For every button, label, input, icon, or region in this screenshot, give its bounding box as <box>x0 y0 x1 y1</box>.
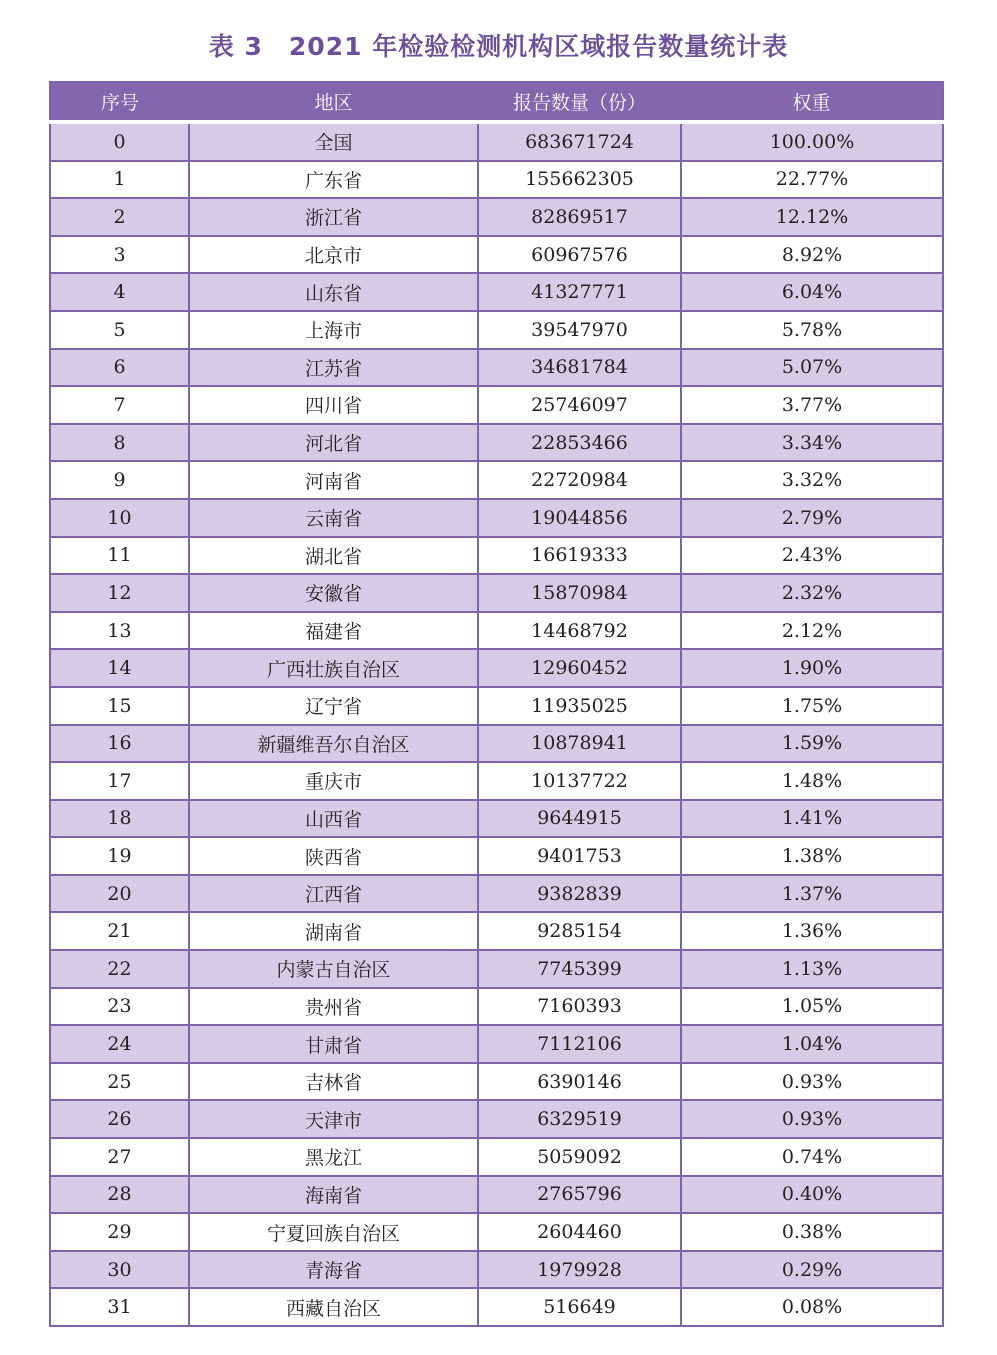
cell-weight: 0.08% <box>681 1288 943 1326</box>
cell-region: 安徽省 <box>189 574 478 612</box>
table-row <box>50 875 943 913</box>
cell-report-count: 22853466 <box>478 424 681 462</box>
cell-region: 广西壮族自治区 <box>189 649 478 687</box>
cell-index: 7 <box>50 386 189 424</box>
cell-weight: 3.77% <box>681 386 943 424</box>
cell-region: 吉林省 <box>189 1063 478 1101</box>
cell-region: 新疆维吾尔自治区 <box>189 725 478 763</box>
cell-weight: 5.78% <box>681 311 943 349</box>
table-row <box>50 273 943 311</box>
cell-index: 10 <box>50 499 189 537</box>
header-row <box>50 82 943 122</box>
cell-weight: 1.59% <box>681 725 943 763</box>
cell-weight: 12.12% <box>681 198 943 236</box>
cell-index: 25 <box>50 1063 189 1101</box>
table-row <box>50 1138 943 1176</box>
table-row <box>50 349 943 387</box>
cell-weight: 3.32% <box>681 461 943 499</box>
cell-report-count: 7745399 <box>478 950 681 988</box>
cell-region: 黑龙江 <box>189 1138 478 1176</box>
cell-index: 9 <box>50 461 189 499</box>
cell-weight: 0.40% <box>681 1176 943 1214</box>
table-row <box>50 574 943 612</box>
cell-region: 河南省 <box>189 461 478 499</box>
table-row <box>50 161 943 199</box>
cell-index: 13 <box>50 612 189 650</box>
cell-weight: 0.38% <box>681 1213 943 1251</box>
cell-region: 贵州省 <box>189 988 478 1026</box>
cell-weight: 2.43% <box>681 537 943 575</box>
cell-weight: 0.93% <box>681 1100 943 1138</box>
table-body <box>50 122 943 1326</box>
cell-index: 18 <box>50 800 189 838</box>
cell-index: 1 <box>50 161 189 199</box>
cell-region: 云南省 <box>189 499 478 537</box>
table-row <box>50 122 943 161</box>
cell-region: 西藏自治区 <box>189 1288 478 1326</box>
cell-report-count: 9401753 <box>478 837 681 875</box>
cell-weight: 2.32% <box>681 574 943 612</box>
cell-region: 天津市 <box>189 1100 478 1138</box>
cell-index: 22 <box>50 950 189 988</box>
cell-index: 31 <box>50 1288 189 1326</box>
cell-report-count: 9285154 <box>478 912 681 950</box>
table-row <box>50 837 943 875</box>
cell-weight: 2.79% <box>681 499 943 537</box>
cell-weight: 5.07% <box>681 349 943 387</box>
table-row <box>50 424 943 462</box>
table-row <box>50 762 943 800</box>
cell-region: 青海省 <box>189 1251 478 1289</box>
table-header <box>50 82 943 122</box>
cell-report-count: 11935025 <box>478 687 681 725</box>
cell-report-count: 16619333 <box>478 537 681 575</box>
table-row <box>50 311 943 349</box>
table-row <box>50 198 943 236</box>
table-row <box>50 1063 943 1101</box>
table-row <box>50 386 943 424</box>
cell-report-count: 34681784 <box>478 349 681 387</box>
cell-weight: 1.36% <box>681 912 943 950</box>
cell-report-count: 14468792 <box>478 612 681 650</box>
cell-region: 江苏省 <box>189 349 478 387</box>
cell-index: 30 <box>50 1251 189 1289</box>
cell-weight: 0.29% <box>681 1251 943 1289</box>
cell-index: 16 <box>50 725 189 763</box>
cell-report-count: 5059092 <box>478 1138 681 1176</box>
cell-index: 29 <box>50 1213 189 1251</box>
cell-report-count: 2604460 <box>478 1213 681 1251</box>
cell-index: 23 <box>50 988 189 1026</box>
header-report-count: 报告数量（份） <box>478 82 681 122</box>
cell-report-count: 82869517 <box>478 198 681 236</box>
cell-region: 宁夏回族自治区 <box>189 1213 478 1251</box>
cell-region: 山东省 <box>189 273 478 311</box>
cell-index: 20 <box>50 875 189 913</box>
cell-weight: 3.34% <box>681 424 943 462</box>
cell-region: 辽宁省 <box>189 687 478 725</box>
cell-report-count: 9644915 <box>478 800 681 838</box>
cell-index: 3 <box>50 236 189 274</box>
table-row <box>50 725 943 763</box>
cell-report-count: 516649 <box>478 1288 681 1326</box>
cell-region: 陕西省 <box>189 837 478 875</box>
cell-weight: 0.93% <box>681 1063 943 1101</box>
cell-region: 内蒙古自治区 <box>189 950 478 988</box>
cell-weight: 100.00% <box>681 122 943 161</box>
cell-region: 重庆市 <box>189 762 478 800</box>
cell-weight: 6.04% <box>681 273 943 311</box>
cell-region: 河北省 <box>189 424 478 462</box>
table-title <box>0 27 997 63</box>
cell-weight: 1.04% <box>681 1025 943 1063</box>
cell-index: 0 <box>50 122 189 161</box>
cell-region: 上海市 <box>189 311 478 349</box>
table-row <box>50 649 943 687</box>
cell-region: 山西省 <box>189 800 478 838</box>
cell-report-count: 15870984 <box>478 574 681 612</box>
cell-weight: 1.48% <box>681 762 943 800</box>
cell-index: 28 <box>50 1176 189 1214</box>
cell-index: 19 <box>50 837 189 875</box>
cell-region: 湖北省 <box>189 537 478 575</box>
cell-index: 27 <box>50 1138 189 1176</box>
cell-report-count: 25746097 <box>478 386 681 424</box>
cell-weight: 0.74% <box>681 1138 943 1176</box>
table-row <box>50 537 943 575</box>
table-row <box>50 461 943 499</box>
cell-report-count: 2765796 <box>478 1176 681 1214</box>
cell-region: 海南省 <box>189 1176 478 1214</box>
cell-report-count: 22720984 <box>478 461 681 499</box>
cell-report-count: 7160393 <box>478 988 681 1026</box>
cell-region: 湖南省 <box>189 912 478 950</box>
cell-index: 15 <box>50 687 189 725</box>
cell-weight: 1.37% <box>681 875 943 913</box>
cell-report-count: 6390146 <box>478 1063 681 1101</box>
cell-report-count: 10137722 <box>478 762 681 800</box>
table-row <box>50 1213 943 1251</box>
cell-index: 26 <box>50 1100 189 1138</box>
cell-region: 浙江省 <box>189 198 478 236</box>
table-row <box>50 612 943 650</box>
table-row <box>50 1025 943 1063</box>
cell-region: 福建省 <box>189 612 478 650</box>
cell-weight: 1.38% <box>681 837 943 875</box>
cell-weight: 2.12% <box>681 612 943 650</box>
table-row <box>50 1251 943 1289</box>
cell-weight: 1.75% <box>681 687 943 725</box>
cell-region: 甘肃省 <box>189 1025 478 1063</box>
cell-report-count: 1979928 <box>478 1251 681 1289</box>
cell-weight: 1.05% <box>681 988 943 1026</box>
cell-index: 17 <box>50 762 189 800</box>
cell-report-count: 60967576 <box>478 236 681 274</box>
cell-index: 6 <box>50 349 189 387</box>
cell-report-count: 155662305 <box>478 161 681 199</box>
cell-report-count: 683671724 <box>478 122 681 161</box>
header-weight: 权重 <box>681 82 943 122</box>
cell-weight: 1.41% <box>681 800 943 838</box>
cell-index: 11 <box>50 537 189 575</box>
table-number: 表 3 <box>208 32 263 61</box>
cell-region: 广东省 <box>189 161 478 199</box>
header-index: 序号 <box>50 82 189 122</box>
cell-report-count: 6329519 <box>478 1100 681 1138</box>
cell-weight: 1.13% <box>681 950 943 988</box>
cell-report-count: 19044856 <box>478 499 681 537</box>
cell-region: 全国 <box>189 122 478 161</box>
cell-report-count: 10878941 <box>478 725 681 763</box>
cell-index: 12 <box>50 574 189 612</box>
table-row <box>50 912 943 950</box>
table-row <box>50 499 943 537</box>
table-row <box>50 1100 943 1138</box>
cell-report-count: 41327771 <box>478 273 681 311</box>
cell-region: 北京市 <box>189 236 478 274</box>
cell-index: 4 <box>50 273 189 311</box>
cell-index: 5 <box>50 311 189 349</box>
table-row <box>50 236 943 274</box>
table-row <box>50 800 943 838</box>
table-row <box>50 687 943 725</box>
cell-weight: 22.77% <box>681 161 943 199</box>
table-row <box>50 988 943 1026</box>
cell-report-count: 9382839 <box>478 875 681 913</box>
cell-weight: 1.90% <box>681 649 943 687</box>
cell-region: 江西省 <box>189 875 478 913</box>
cell-report-count: 12960452 <box>478 649 681 687</box>
header-region: 地区 <box>189 82 478 122</box>
cell-index: 21 <box>50 912 189 950</box>
table-title-text: 2021 年检验检测机构区域报告数量统计表 <box>288 32 789 61</box>
report-table <box>49 81 944 1327</box>
cell-index: 8 <box>50 424 189 462</box>
table-row <box>50 950 943 988</box>
cell-index: 24 <box>50 1025 189 1063</box>
cell-region: 四川省 <box>189 386 478 424</box>
cell-index: 14 <box>50 649 189 687</box>
cell-weight: 8.92% <box>681 236 943 274</box>
cell-index: 2 <box>50 198 189 236</box>
cell-report-count: 7112106 <box>478 1025 681 1063</box>
cell-report-count: 39547970 <box>478 311 681 349</box>
table-row <box>50 1288 943 1326</box>
table-row <box>50 1176 943 1214</box>
